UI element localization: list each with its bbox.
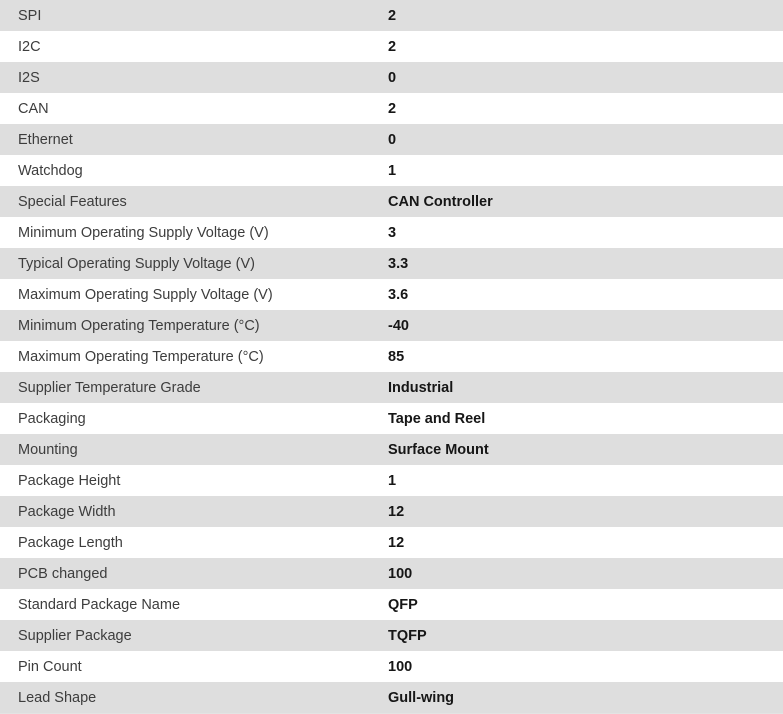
table-row: [0, 310, 783, 341]
spec-attribute-value: 3.6: [388, 286, 409, 303]
table-row: [0, 31, 783, 62]
table-row: [0, 651, 783, 682]
spec-attribute-value: 2: [388, 38, 397, 55]
table-row: [0, 465, 783, 496]
spec-attribute-value: CAN Controller: [388, 193, 493, 210]
spec-attribute-value: 0: [388, 69, 397, 86]
table-row: [0, 279, 783, 310]
spec-attribute-label: Maximum Operating Supply Voltage (V): [18, 286, 273, 303]
table-row: [0, 0, 783, 31]
spec-attribute-value: 12: [388, 503, 405, 520]
spec-attribute-value: 100: [388, 565, 413, 582]
spec-attribute-label: SPI: [18, 7, 42, 24]
spec-attribute-label: I2C: [18, 38, 41, 55]
table-row: [0, 248, 783, 279]
spec-attribute-value: -40: [388, 317, 409, 334]
spec-attribute-value: 3: [388, 224, 397, 241]
spec-attribute-value: 12: [388, 534, 405, 551]
table-row: [0, 558, 783, 589]
table-row: [0, 124, 783, 155]
spec-attribute-label: Package Height: [18, 472, 121, 489]
spec-attribute-label: Typical Operating Supply Voltage (V): [18, 255, 255, 272]
spec-attribute-value: 85: [388, 348, 405, 365]
table-row: [0, 217, 783, 248]
spec-attribute-value: Tape and Reel: [388, 410, 486, 427]
spec-attribute-value: 100: [388, 658, 413, 675]
spec-attribute-value: QFP: [388, 596, 418, 613]
spec-attribute-value: 3.3: [388, 255, 409, 272]
spec-attribute-label: Lead Shape: [18, 689, 97, 706]
spec-attribute-value: Industrial: [388, 379, 454, 396]
spec-attribute-label: Supplier Temperature Grade: [18, 379, 201, 396]
spec-attribute-label: Ethernet: [18, 131, 73, 148]
spec-attribute-label: Watchdog: [18, 162, 83, 179]
spec-attribute-label: Standard Package Name: [18, 596, 181, 613]
table-row: [0, 496, 783, 527]
spec-attribute-label: Maximum Operating Temperature (°C): [18, 348, 264, 365]
spec-attribute-label: Minimum Operating Supply Voltage (V): [18, 224, 269, 241]
spec-attribute-value: Surface Mount: [388, 441, 489, 458]
table-row: [0, 620, 783, 651]
table-row: [0, 341, 783, 372]
table-row: [0, 186, 783, 217]
table-row: [0, 403, 783, 434]
spec-attribute-label: Packaging: [18, 410, 86, 427]
spec-attribute-value: TQFP: [388, 627, 427, 644]
spec-attribute-label: Minimum Operating Temperature (°C): [18, 317, 260, 334]
spec-attribute-label: CAN: [18, 100, 49, 117]
spec-attribute-label: Package Length: [18, 534, 123, 551]
table-row: [0, 93, 783, 124]
spec-attribute-value: 2: [388, 7, 397, 24]
spec-attribute-label: Special Features: [18, 193, 127, 210]
table-row: [0, 434, 783, 465]
table-row: [0, 682, 783, 713]
spec-attribute-label: PCB changed: [18, 565, 108, 582]
spec-attribute-label: Mounting: [18, 441, 78, 458]
spec-attribute-label: Package Width: [18, 503, 116, 520]
spec-attribute-label: I2S: [18, 69, 40, 86]
table-row: [0, 589, 783, 620]
spec-attribute-value: 1: [388, 472, 397, 489]
spec-attribute-value: 0: [388, 131, 397, 148]
table-row: [0, 62, 783, 93]
table-row: [0, 155, 783, 186]
spec-attribute-value: 2: [388, 100, 397, 117]
table-row: [0, 372, 783, 403]
spec-attribute-value: Gull-wing: [388, 689, 455, 706]
spec-attribute-label: Supplier Package: [18, 627, 132, 644]
spec-attribute-label: Pin Count: [18, 658, 82, 675]
table-row: [0, 527, 783, 558]
spec-attribute-value: 1: [388, 162, 397, 179]
